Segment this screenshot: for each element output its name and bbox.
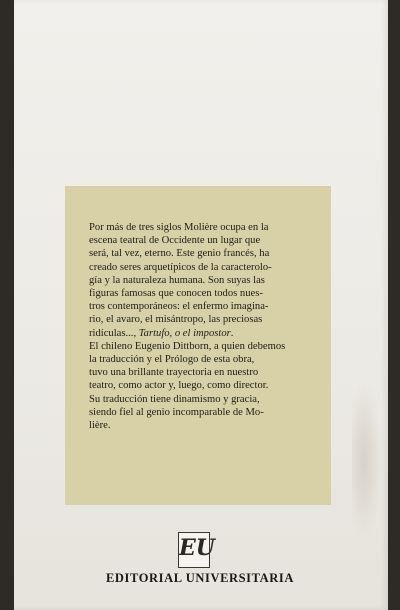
logo-text: EU bbox=[179, 535, 215, 561]
line: tuvo una brillante trayectoria en nuestro bbox=[89, 367, 259, 379]
line: teatro, como actor y, luego, como director. bbox=[89, 380, 269, 392]
line: siendo fiel al genio incomparable de Mo- bbox=[89, 406, 264, 418]
line: Por más de tres siglos Molière ocupa en la bbox=[89, 222, 269, 233]
line: lière. bbox=[89, 420, 111, 432]
line: figuras famosas que conocen todos nues- bbox=[89, 288, 263, 300]
line: creado seres arquetípicos de la caracterolo- bbox=[89, 261, 272, 273]
line: será, tal vez, eterno. Este genio francés, ha bbox=[89, 248, 270, 260]
blurb-text bbox=[89, 221, 321, 432]
line: ridículas... bbox=[89, 327, 134, 339]
line: tros contemporáneos: el enfermo imagina- bbox=[89, 301, 269, 313]
line: rio, el avaro, el misántropo, las preciosas bbox=[89, 314, 263, 326]
blurb-paragraph-2 bbox=[89, 340, 321, 432]
line: escena teatral de Occidente un lugar que bbox=[89, 235, 261, 247]
publisher-name: EDITORIAL UNIVERSITARIA bbox=[105, 571, 295, 585]
play-title: Tartufo, o el impostor bbox=[138, 327, 231, 339]
line: El chileno Eugenio Dittborn, a quien debemos bbox=[89, 340, 286, 352]
cover-wear-mark bbox=[352, 380, 382, 540]
line: Su traducción tiene dinamismo y gracia, bbox=[89, 393, 260, 405]
blurb-paragraph-1: Por más de tres siglos Molière ocupa en la escena teatral de Occidente un lugar que será, tal vez, eterno. Este genio francés, ha creado seres arquetípicos de la caracterolo- gía y la naturaleza humana. Son suyas las figuras famosas que conocen todos nues- tros contemporáneos: el enfermo imagina- rio, el avaro, el misántropo, las preciosas ridículas..., Tartufo, o el impostor. bbox=[89, 222, 272, 339]
line: gía y la naturaleza humana. Son suyas las bbox=[89, 274, 265, 286]
editorial-universitaria-logo-icon bbox=[178, 532, 215, 568]
line: la traducción y el Prólogo de esta obra, bbox=[89, 354, 255, 366]
